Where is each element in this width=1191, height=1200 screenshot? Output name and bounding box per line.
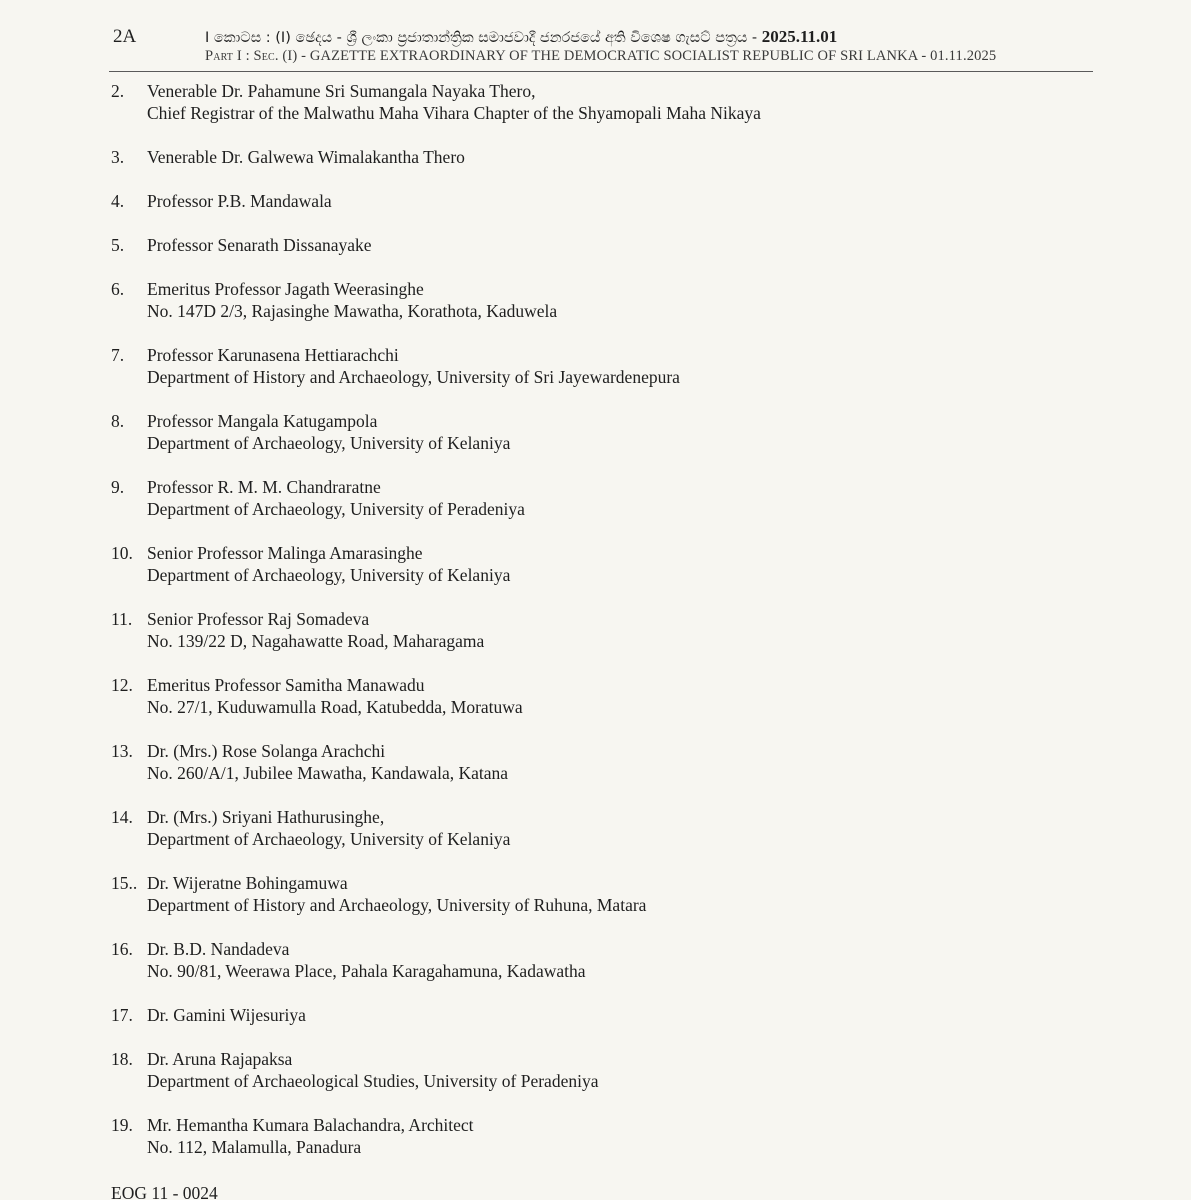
list-item bbox=[111, 190, 1091, 212]
item-name: Professor Senarath Dissanayake bbox=[147, 235, 372, 255]
item-name: Professor P.B. Mandawala bbox=[147, 191, 332, 211]
item-number: 17. bbox=[111, 1005, 133, 1025]
item-number: 4. bbox=[111, 191, 125, 211]
item-number: 11. bbox=[111, 609, 133, 629]
item-number: 10. bbox=[111, 543, 133, 563]
item-name: Emeritus Professor Samitha Manawadu bbox=[147, 675, 425, 695]
item-number: 13. bbox=[111, 741, 133, 761]
list-item bbox=[111, 344, 1091, 388]
list-item bbox=[111, 146, 1091, 168]
item-detail: Department of History and Archaeology, University of Ruhuna, Matara bbox=[147, 895, 647, 915]
item-detail: Department of Archaeology, University of Kelaniya bbox=[147, 433, 511, 453]
item-name: Dr. Gamini Wijesuriya bbox=[147, 1005, 306, 1025]
item-detail: Chief Registrar of the Malwathu Maha Vihara Chapter of the Shyamopali Maha Nikaya bbox=[147, 103, 761, 123]
item-name: Dr. B.D. Nandadeva bbox=[147, 939, 290, 959]
list-item bbox=[111, 806, 1091, 850]
item-number: 2. bbox=[111, 81, 125, 101]
item-name: Dr. Aruna Rajapaksa bbox=[147, 1049, 293, 1069]
item-number: 8. bbox=[111, 411, 125, 431]
item-name: Venerable Dr. Pahamune Sri Sumangala Nayaka Thero, bbox=[147, 81, 536, 101]
footer-code: EOG 11 - 0024 bbox=[111, 1183, 218, 1200]
item-number: 18. bbox=[111, 1049, 133, 1069]
page-number: 2A bbox=[113, 26, 137, 47]
item-detail: Department of Archaeology, University of Kelaniya bbox=[147, 829, 511, 849]
header-sinhala bbox=[205, 26, 837, 49]
item-name: Mr. Hemantha Kumara Balachandra, Architect bbox=[147, 1115, 474, 1135]
list-item bbox=[111, 476, 1091, 520]
item-detail: Department of History and Archaeology, University of Sri Jayewardenepura bbox=[147, 367, 680, 387]
item-detail: Department of Archaeological Studies, University of Peradeniya bbox=[147, 1071, 599, 1091]
item-name: Emeritus Professor Jagath Weerasinghe bbox=[147, 279, 424, 299]
item-number: 7. bbox=[111, 345, 125, 365]
list-item bbox=[111, 1048, 1091, 1092]
header-english bbox=[205, 47, 996, 65]
list-item bbox=[111, 608, 1091, 652]
list-item bbox=[111, 872, 1091, 916]
item-name: Senior Professor Malinga Amarasinghe bbox=[147, 543, 423, 563]
list-item bbox=[111, 938, 1091, 982]
item-detail: No. 139/22 D, Nagahawatte Road, Maharagama bbox=[147, 631, 485, 651]
header-sinhala-title: I කොටස : (I) ඡෙදය - ශ්‍රී ලංකා ප්‍රජාතාන්ත්‍රික සමාජවාදී ජනරජයේ අති විශෙෂ ගැසට් පත්‍රය - bbox=[205, 30, 762, 46]
item-number: 16. bbox=[111, 939, 133, 959]
item-number: 6. bbox=[111, 279, 125, 299]
list-item bbox=[111, 542, 1091, 586]
item-name: Dr. (Mrs.) Sriyani Hathurusinghe, bbox=[147, 807, 385, 827]
item-detail: No. 147D 2/3, Rajasinghe Mawatha, Korathota, Kaduwela bbox=[147, 301, 558, 321]
item-name: Professor Mangala Katugampola bbox=[147, 411, 378, 431]
item-detail: No. 112, Malamulla, Panadura bbox=[147, 1137, 362, 1157]
item-name: Venerable Dr. Galwewa Wimalakantha Thero bbox=[147, 147, 465, 167]
item-detail: Department of Archaeology, University of Peradeniya bbox=[147, 499, 525, 519]
list-item bbox=[111, 80, 1091, 124]
header-english-title: - GAZETTE EXTRAORDINARY OF THE DEMOCRATIC SOCIALIST REPUBLIC OF SRI LANKA - 01.11.2025 bbox=[297, 48, 997, 64]
list-item bbox=[111, 740, 1091, 784]
header-sinhala-date: 2025.11.01 bbox=[761, 27, 838, 46]
item-name: Professor Karunasena Hettiarachchi bbox=[147, 345, 399, 365]
item-number: 12. bbox=[111, 675, 133, 695]
header-rule bbox=[109, 71, 1093, 72]
item-detail: No. 27/1, Kuduwamulla Road, Katubedda, Moratuwa bbox=[147, 697, 523, 717]
item-number: 5. bbox=[111, 235, 125, 255]
item-name: Professor R. M. M. Chandraratne bbox=[147, 477, 381, 497]
list-item bbox=[111, 278, 1091, 322]
list-item bbox=[111, 674, 1091, 718]
item-detail: Department of Archaeology, University of Kelaniya bbox=[147, 565, 511, 585]
list-item bbox=[111, 1114, 1091, 1158]
item-number: 3. bbox=[111, 147, 125, 167]
header-english-part: Part I : Sec. (I) bbox=[205, 48, 298, 64]
item-detail: No. 260/A/1, Jubilee Mawatha, Kandawala, Katana bbox=[147, 763, 509, 783]
item-name: Dr. Wijeratne Bohingamuwa bbox=[147, 873, 348, 893]
list-item bbox=[111, 1004, 1091, 1026]
item-number: 19. bbox=[111, 1115, 133, 1135]
item-number: 14. bbox=[111, 807, 133, 827]
item-number: 9. bbox=[111, 477, 125, 497]
item-number: 15.. bbox=[111, 873, 138, 893]
list-item bbox=[111, 410, 1091, 454]
item-name: Senior Professor Raj Somadeva bbox=[147, 609, 370, 629]
item-name: Dr. (Mrs.) Rose Solanga Arachchi bbox=[147, 741, 386, 761]
item-detail: No. 90/81, Weerawa Place, Pahala Karagahamuna, Kadawatha bbox=[147, 961, 586, 981]
list-item bbox=[111, 234, 1091, 256]
